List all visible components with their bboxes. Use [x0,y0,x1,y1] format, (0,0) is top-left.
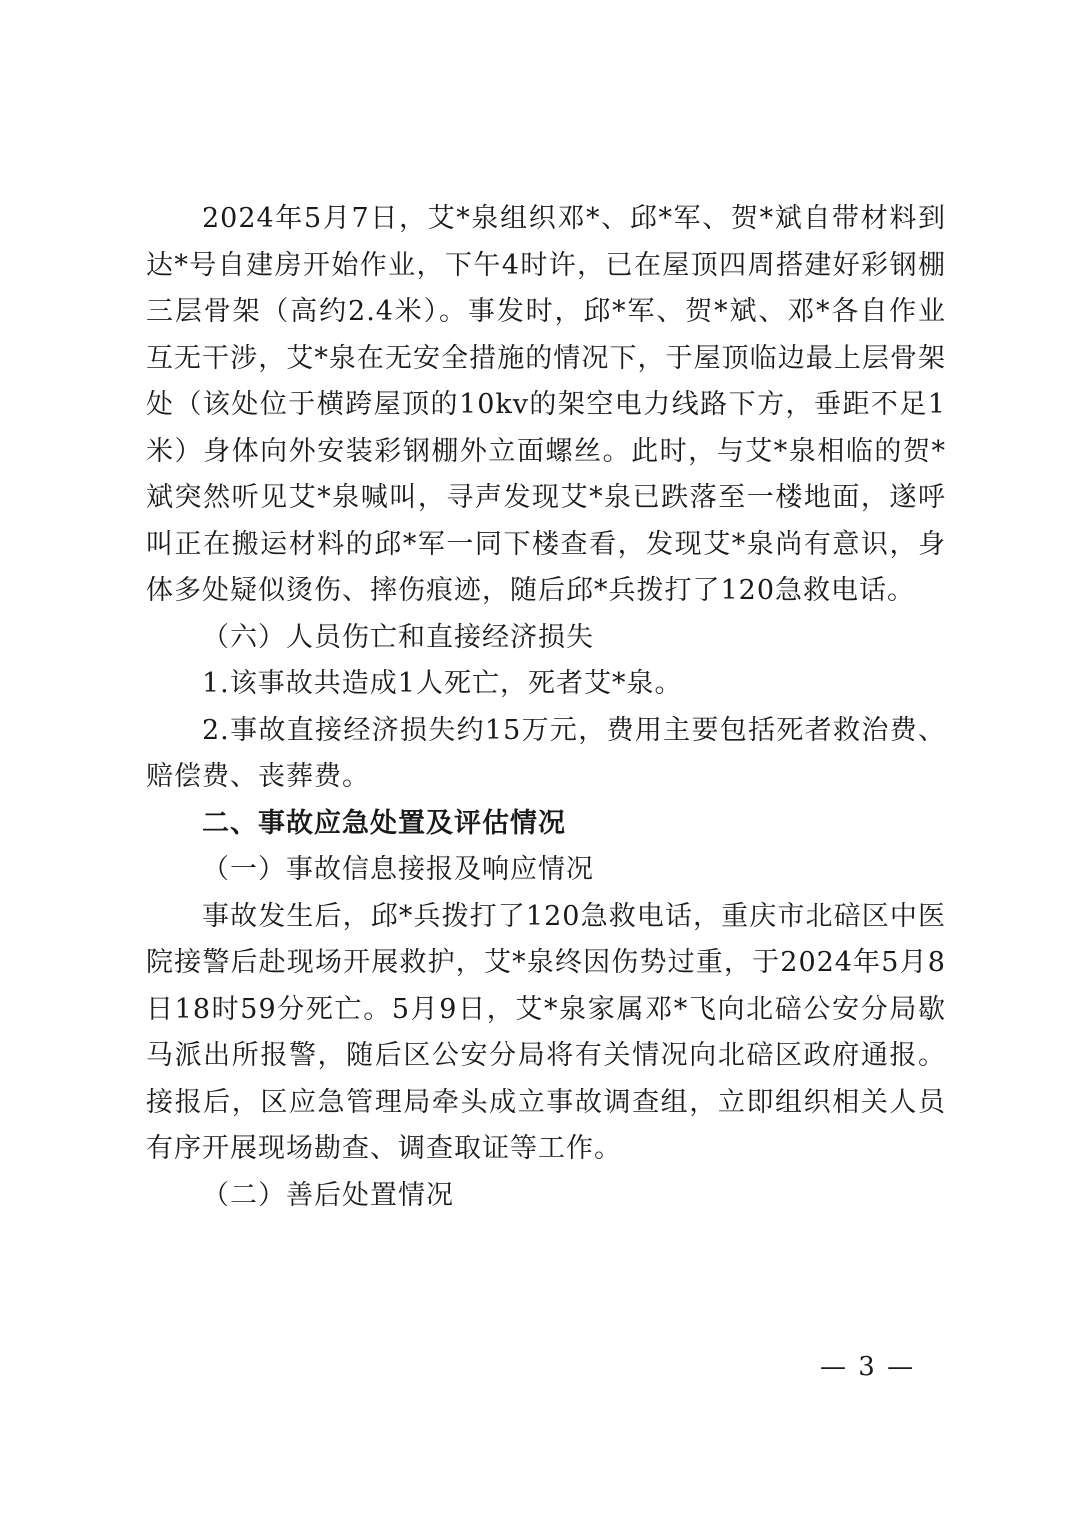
subheading-casualties-losses: （六）人员伤亡和直接经济损失 [202,621,594,653]
paragraph-accident-process: 2024年5月7日，艾*泉组织邓*、邱*军、贺*斌自带材料到达*号自建房开始作业，下午4时许，已在屋顶四周搭建好彩钢棚三层骨架（高约2.4米）。事发时，邱*军、贺*斌、邓*各自作业互无干涉，艾*泉在无安全措施的情况下，于屋顶临边最上层骨架处（该处位于横跨屋顶的10kv的架空电力线路下方，垂距不足1米）身体向外安装彩钢棚外立面螺丝。此时，与艾*泉相临的贺*斌突然听见艾*泉喊叫，寻声发现艾*泉已跌落至一楼地面，遂呼叫正在搬运材料的邱*军一同下楼查看，发现艾*泉尚有意识，身体多处疑似烫伤、摔伤痕迹，随后邱*兵拨打了120急救电话。 [146,203,946,606]
paragraph-casualties: 1.该事故共造成1人死亡，死者艾*泉。 [202,668,683,699]
subheading-report-response: （一）事故信息接报及响应情况 [202,854,594,885]
section-heading-emergency-response: 二、事故应急处置及评估情况 [202,807,566,839]
paragraph-report-response: 事故发生后，邱*兵拨打了120急救电话，重庆市北碚区中医院接警后赴现场开展救护，艾*泉终因伤势过重，于2024年5月8日18时59分死亡。5月9日，艾*泉家属邓*飞向北碚公安分局歇马派出所报警，随后区公安分局将有关情况向北碚区政府通报。接报后，区应急管理局牵头成立事故调查组，立即组织相关人员有序开展现场勘查、调查取证等工作。 [146,900,946,1164]
document-body [146,196,946,1219]
paragraph-economic-loss: 2.事故直接经济损失约15万元，费用主要包括死者救治费、赔偿费、丧葬费。 [146,714,946,792]
page-number: — 3 — [820,1352,916,1382]
subheading-aftermath: （二）善后处置情况 [202,1179,454,1211]
